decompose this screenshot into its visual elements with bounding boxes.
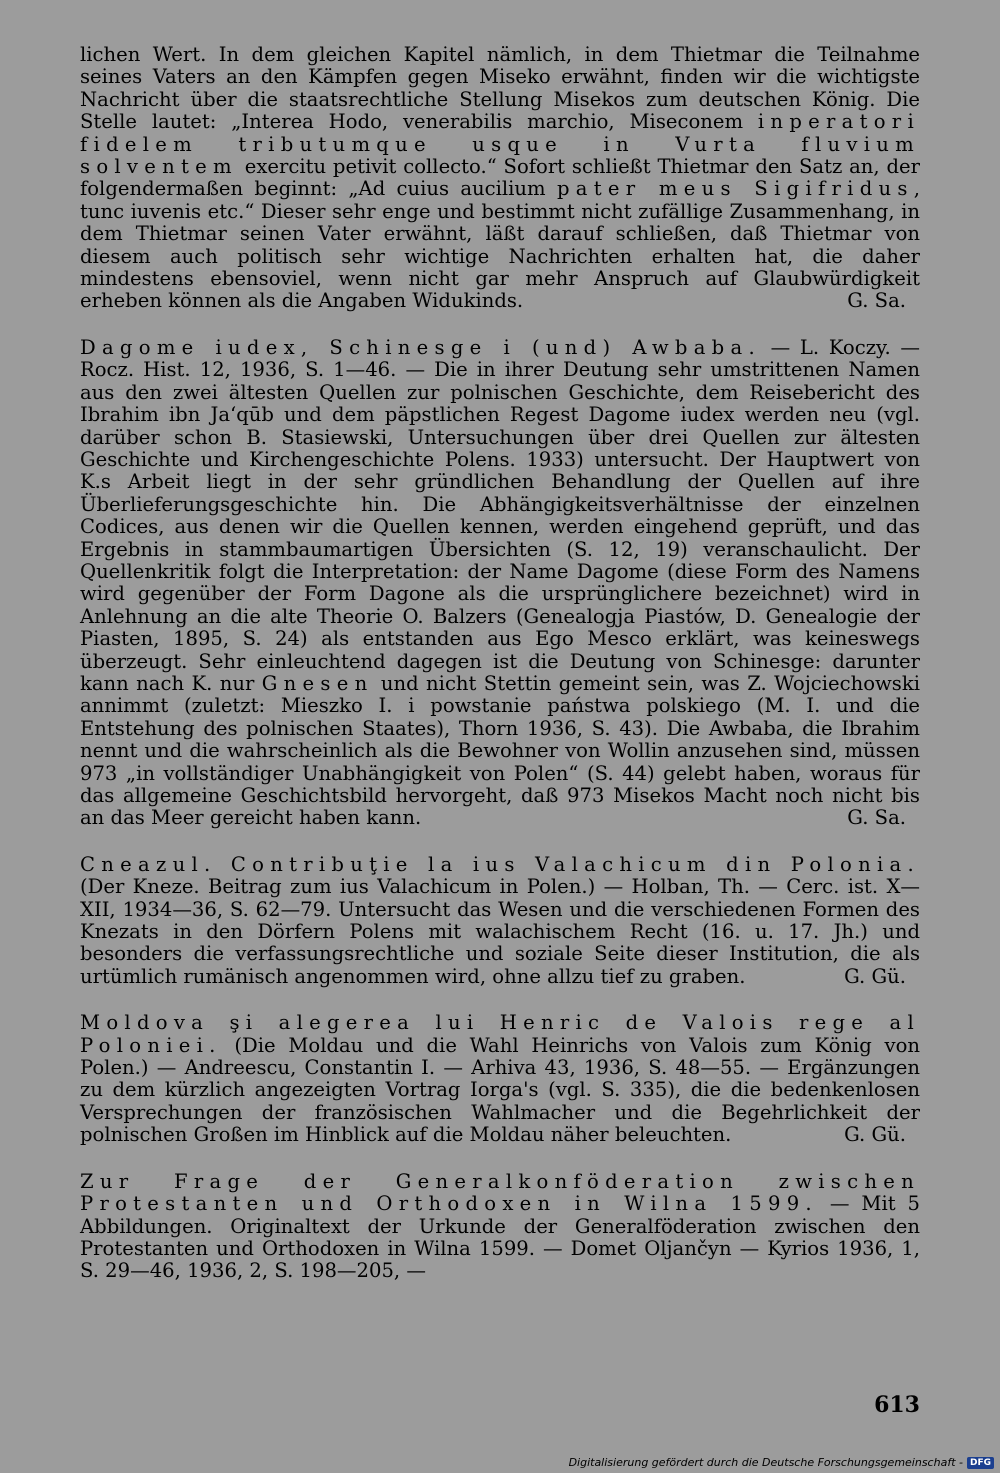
page-body (80, 44, 920, 1283)
entry-1-text-2: exercitu petivit collecto.“ Sofort schließt Thietmar den Satz an, der folgendermaßen beginnt: „Ad cuius aucilium (80, 155, 920, 201)
entry-1-text-1: lichen Wert. In dem gleichen Kapitel nämlich, in dem Thietmar die Teilnahme seines Vaters an den Kämpfen gegen Miseko erwähnt, finden wir die wichtigste Nachricht über die staatsrechtliche Stellung Misekos zum deutschen König. Die Stelle lautet: „Interea Hodo, venerabilis marchio, Miseconem (80, 43, 920, 134)
page-number: 613 (874, 1392, 920, 1418)
entry-5-title: Zur Frage der Generalkonföderation zwischen Protestanten und Orthodoxen in Wilna 1599. (80, 1169, 920, 1216)
entry-1-signature: G. Sa. (847, 289, 906, 313)
entry-4-signature: G. Gü. (844, 1123, 906, 1147)
entry-2-signature: G. Sa. (847, 806, 906, 830)
entry-1-spaced-2: pater meus Sigifridus (556, 177, 914, 201)
entry-4 (80, 1012, 920, 1146)
entry-4-title: Moldova şi alegerea lui Henric de Valois rege al Poloniei. (80, 1011, 920, 1057)
footer-text: Digitalisierung gefördert durch die Deutsche Forschungsgemeinschaft - (568, 1456, 963, 1469)
entry-5-text-1: — Mit 5 Abbildungen. Originaltext der Urkunde der Generalföderation zwischen den Protestanten und Orthodoxen in Wilna 1599. — Domet Oljančyn — Kyrios 1936, 1, S. 29—46, 1936, 2, S. 198—205, — (80, 1192, 920, 1283)
entry-1-spaced-1: inperatori fidelem tributumque usque in Vurta fluvium solventem (80, 110, 920, 179)
entry-2-text-1: — L. Koczy. — Rocz. Hist. 12, 1936, S. 1—46. — Die in ihrer Deutung sehr umstrittenen Namen aus den zwei ältesten Quellen zur polnischen Geschichte, dem Reisebericht des Ibrahim ibn Ja‘qūb und dem päpstlichen Regest Dagome iudex werden neu (vgl. darüber schon B. Stasiewski, Untersuchungen über drei Quellen zur ältesten Geschichte und Kirchengeschichte Polens. 1933) untersucht. Der Hauptwert von K.s Arbeit liegt in der sehr gründlichen Behandlung der Quellen auf ihre Überlieferungsgeschichte hin. Die Abhängigkeitsverhältnisse der einzelnen Codices, aus denen wir die Quellen kennen, werden eingehend geprüft, und das Ergebnis in stammbaumartigen Übersichten (S. 12, 19) veranschaulicht. Der Quellenkritik folgt die Interpretation: der Name Dagome (diese Form des Namens wird gegenüber der Form Dagone als die ursprünglichere bezeichnet) wird in Anlehnung an die alte Theorie O. Balzers (Genealogja Piastów, D. Genealogie der Piasten, 1895, S. 24) als entstanden aus Ego Mesco erklärt, was keineswegs überzeugt. Sehr einleuchtend dagegen ist die Deutung von Schinesge: darunter kann nach K. nur (80, 335, 920, 695)
entry-3-text-1: (Der Kneze. Beitrag zum ius Valachicum in Polen.) — Holban, Th. — Cerc. ist. X—XII, 1934—36, S. 62—79. Untersucht das Wesen und die verschiedenen Formen des Knezats in den Dörfern Polens mit walachischem Recht (16. u. 17. Jh.) und besonders die verfassungsrechtliche und soziale Seite dieser Institution, die als urtümlich rumänisch angenommen wird, ohne allzu tief zu graben. (80, 875, 920, 988)
entry-3 (80, 854, 920, 988)
entry-2 (80, 337, 920, 830)
entry-3-title: Cneazul. Contribuţie la ius Valachicum din Polonia. (80, 852, 920, 876)
entry-5 (80, 1171, 920, 1283)
entry-2-spaced-1: Gnesen (261, 671, 374, 695)
entry-1-text-3: , tunc iuvenis etc.“ Dieser sehr enge und bestimmt nicht zufällige Zusammenhang, in dem Thietmar seinen Vater erwähnt, läßt darauf schließen, daß Thietmar von diesem auch politisch sehr wichtige Nachrichten erhalten hat, die daher mindestens ebensoviel, wenn nicht gar mehr Anspruch auf Glaubwürdigkeit erheben können als die Angaben Widukinds. (80, 177, 920, 313)
entry-4-text-1: (Die Moldau und die Wahl Heinrichs von Valois zum König von Polen.) — Andreescu, Constantin I. — Arhiva 43, 1936, S. 48—55. — Ergänzungen zu dem kürzlich angezeigten Vortrag Iorga's (vgl. S. 335), die die bedenkenlosen Versprechungen der französischen Wahlmacher und die Begehrlichkeit der polnischen Großen im Hinblick auf die Moldau näher beleuchten. (80, 1033, 920, 1147)
digitization-footer (569, 1456, 994, 1469)
dfg-logo-icon: DFG (967, 1457, 994, 1469)
entry-3-signature: G. Gü. (844, 964, 906, 988)
entry-2-title: Dagome iudex, Schinesge i (und) Awbaba. (80, 335, 761, 359)
entry-1 (80, 44, 920, 313)
entry-2-text-2: und nicht Stettin gemeint sein, was Z. Wojciechowski annimmt (zuletzt: Mieszko I. i powstanie państwa polskiego (M. I. und die Entstehung des polnischen Staates), Thorn 1936, S. 43). Die Awbaba, die Ibrahim nennt und die wahrscheinlich als die Bewohner von Wollin anzusehen sind, müssen 973 „in vollständiger Unabhängigkeit von Polen“ (S. 44) gelebt haben, woraus für das allgemeine Geschichtsbild hervorgeht, daß 973 Misekos Macht noch nicht bis an das Meer gereicht haben kann. (80, 671, 920, 830)
